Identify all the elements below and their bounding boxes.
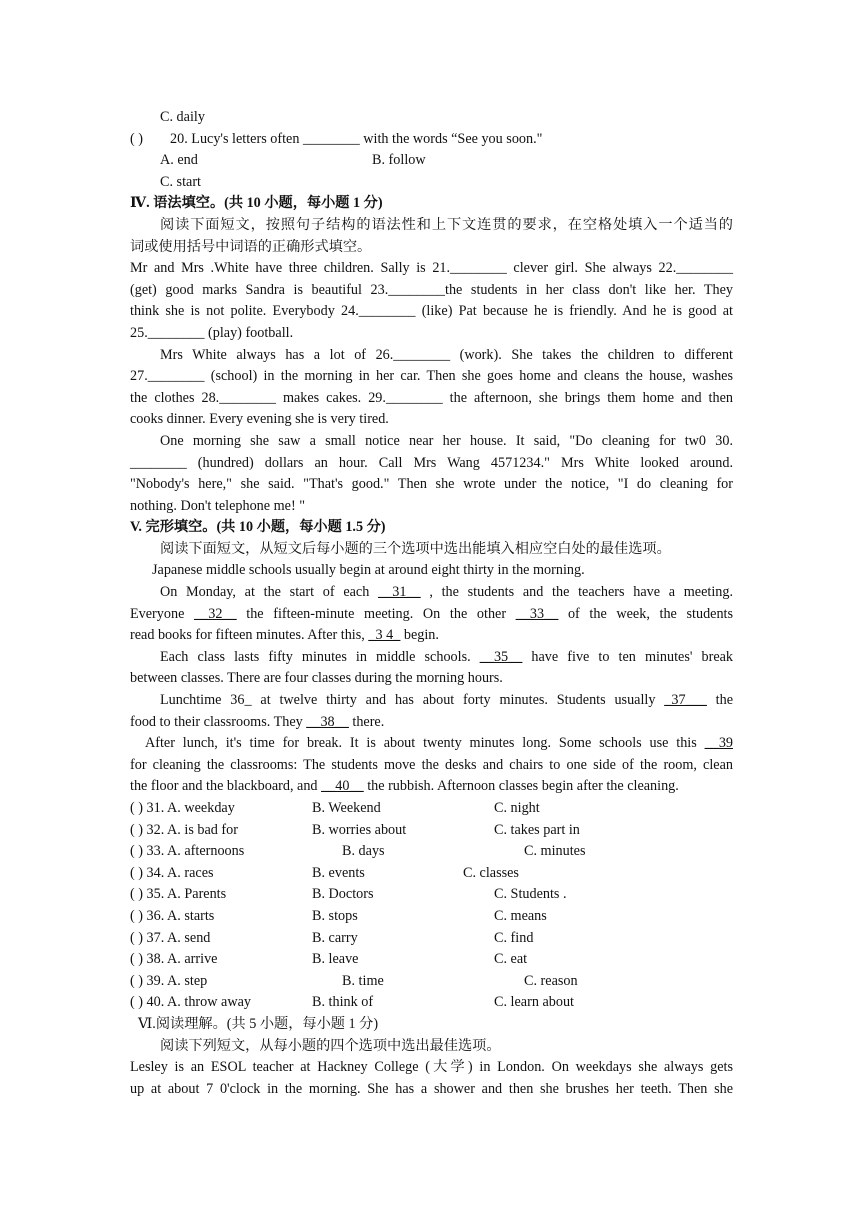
- cloze-option-row: ( ) 36. A. starts B. stops C. means: [130, 907, 547, 924]
- question-20: [130, 129, 733, 151]
- passage-line: the clothes 28.________ makes cakes. 29.________ the afternoon, she brings them home and then: [130, 389, 733, 406]
- passage-line: nothing. Don't telephone me! ": [130, 497, 306, 514]
- cloze-option-row: ( ) 40. A. throw away B. think of C. learn about: [130, 994, 574, 1011]
- option-b: B. follow: [372, 152, 426, 169]
- passage-line: On Monday, at the start of each __31__ , the students and the teachers have a meeting.: [160, 584, 734, 601]
- blank-39: __39: [704, 735, 733, 752]
- blank-37: _37___: [664, 692, 707, 709]
- passage-line: Lesley is an ESOL teacher at Hackney College (大学) in London. On weekdays she always gets: [130, 1059, 733, 1076]
- cloze-option-row: ( ) 39. A. step B. time C. reason: [130, 972, 578, 989]
- cloze-option-row: ( ) 35. A. Parents B. Doctors C. Students .: [130, 886, 567, 903]
- section-6-instruction: 阅读下列短文，从每小题的四个选项中选出最佳选项。: [160, 1037, 501, 1054]
- passage-line: Each class lasts fifty minutes in middle schools. __35__ have five to ten minutes' break: [160, 648, 734, 665]
- blank-31: __31__: [378, 584, 421, 601]
- blank-35: __35__: [479, 648, 523, 665]
- passage-line: for cleaning the classrooms: The students move the desks and chairs to one side of the room, clean: [130, 756, 733, 773]
- cloze-option-row: ( ) 31. A. weekday B. Weekend C. night: [130, 800, 540, 816]
- blank-38: __38__: [306, 713, 349, 730]
- passage-line: After lunch, it's time for break. It is about twenty minutes long. Some schools use this __39: [145, 735, 733, 752]
- blank-40: __40__: [321, 778, 364, 795]
- passage-line: the floor and the blackboard, and __40__ the rubbish. Afternoon classes begin after the cleaning.: [130, 778, 679, 795]
- passage-line: (get) good marks Sandra is beautiful 23.________the students in her class don't like her. They: [130, 281, 733, 298]
- passage-line: Mr and Mrs .White have three children. Sally is 21.________ clever girl. She always 22.________: [130, 260, 733, 277]
- section-5-title: V. 完形填空。(共 10 小题，每小题 1.5 分): [130, 519, 386, 536]
- passage-line: cooks dinner. Every evening she is very tired.: [130, 411, 389, 428]
- cloze-option-row: ( ) 38. A. arrive B. leave C. eat: [130, 951, 528, 968]
- option-c: C. start: [160, 173, 201, 190]
- section-4-instruction: 词或使用括号中词语的正确形式填空。: [130, 238, 372, 255]
- passage-line: read books for fifteen minutes. After this, _3 4_ begin.: [130, 627, 439, 644]
- passage-line: 27.________ (school) in the morning in her car. Then she goes home and cleans the house, washes: [130, 368, 733, 385]
- q19-option-c: C. daily: [160, 109, 205, 125]
- cloze-option-row: ( ) 32. A. is bad for B. worries about C. takes part in: [130, 821, 580, 838]
- passage-line: "Nobody's here," she said. "That's good." Then she wrote under the notice, "I do cleaning for: [130, 476, 733, 493]
- passage-line: Japanese middle schools usually begin at around eight thirty in the morning.: [152, 562, 585, 579]
- question-stem: 20. Lucy's letters often ________ with the words “See you soon.": [170, 130, 543, 147]
- passage-line: Mrs White always has a lot of 26.________ (work). She takes the children to different: [160, 346, 733, 363]
- q20-options-ab: [130, 150, 733, 172]
- passage-line: ________ (hundred) dollars an hour. Call Mrs Wang 4571234." Mrs White looked around.: [130, 454, 733, 471]
- option-a: A. end: [160, 152, 198, 169]
- blank-33: __33__: [515, 605, 559, 622]
- passage-line: 25.________ (play) football.: [130, 324, 294, 341]
- exam-page: [130, 107, 733, 1100]
- cloze-option-row: ( ) 33. A. afternoons B. days C. minutes: [130, 843, 586, 860]
- passage-line: up at about 7 0'clock in the morning. She has a shower and then she brushes her teeth. Then she: [130, 1080, 733, 1097]
- cloze-option-row: ( ) 37. A. send B. carry C. find: [130, 929, 534, 946]
- section-4-instruction: 阅读下面短文，按照句子结构的语法性和上下文连贯的要求，在空格处填入一个适当的: [160, 216, 733, 233]
- passage-line: think she is not polite. Everybody 24.________ (like) Pat because he is friendly. And he is good at: [130, 303, 733, 320]
- section-5-instruction: 阅读下面短文，从短文后每小题的三个选项中选出能填入相应空白处的最佳选项。: [160, 540, 671, 557]
- passage-line: food to their classrooms. They __38__ there.: [130, 713, 385, 730]
- passage-line: One morning she saw a small notice near her house. It said, "Do cleaning for tw0 30.: [160, 432, 733, 449]
- cloze-option-row: ( ) 34. A. races B. events C. classes: [130, 864, 519, 881]
- section-6-title: Ⅵ.阅读理解。(共 5 小题，每小题 1 分): [138, 1015, 379, 1032]
- passage-line: between classes. There are four classes during the morning hours.: [130, 670, 503, 687]
- blank-32: __32__: [194, 605, 237, 622]
- passage-line: Everyone __32__ the fifteen-minute meeting. On the other __33__ of the week, the students: [130, 605, 734, 622]
- answer-paren: ( ): [130, 130, 143, 147]
- passage-line: Lunchtime 36_ at twelve thirty and has about forty minutes. Students usually _37___ the: [160, 692, 734, 709]
- section-4-title: Ⅳ. 语法填空。(共 10 小题，每小题 1 分): [130, 195, 383, 212]
- blank-34: _3 4_: [368, 627, 401, 644]
